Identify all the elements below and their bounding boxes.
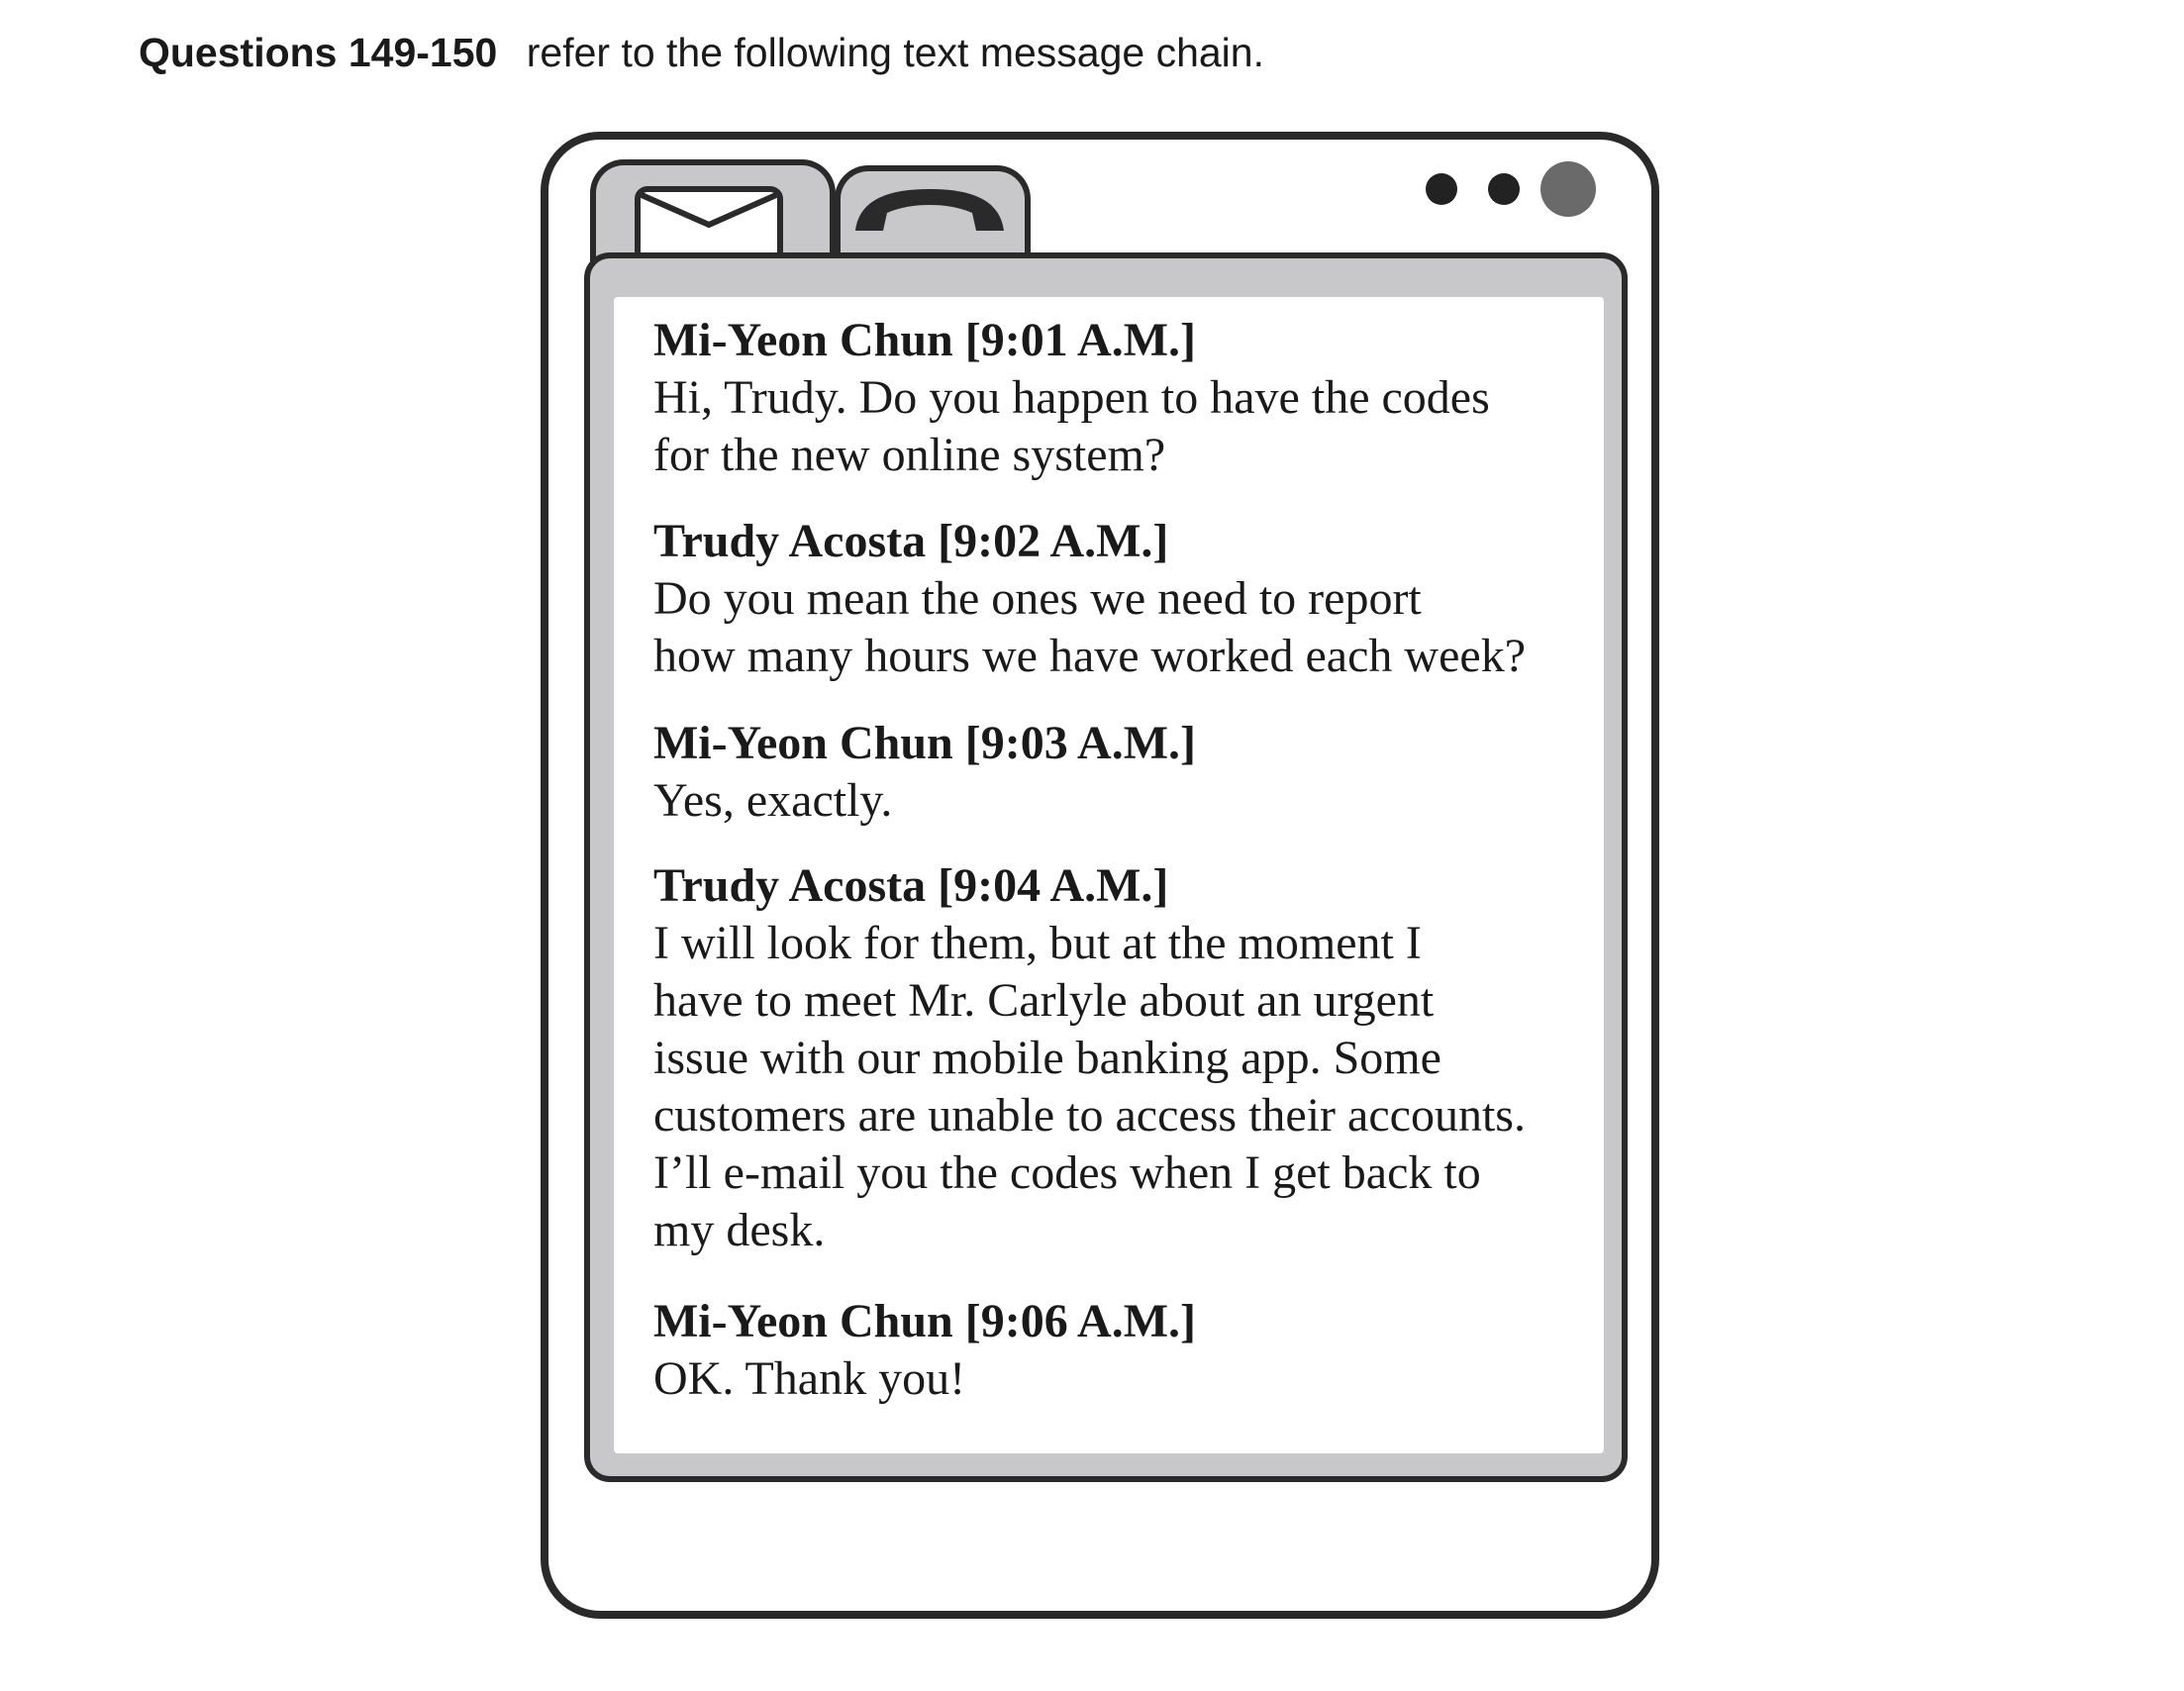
message-item — [653, 513, 1604, 685]
status-dot-icon — [1426, 173, 1457, 205]
message-text: Do you mean the ones we need to report how many hours we have worked each week? — [653, 572, 1526, 682]
status-dot-icon — [1488, 173, 1520, 205]
message-header — [653, 857, 1604, 915]
sender-name: Trudy Acosta — [653, 515, 927, 567]
sender-name: Mi-Yeon Chun — [653, 1295, 953, 1347]
message-item — [653, 857, 1604, 1259]
message-item — [653, 1293, 1604, 1408]
message-text: I will look for them, but at the moment I have to meet Mr. Carlyle about an urgent issue with our mobile banking app. Some customers are unable to access their accounts. I’ll e-mail you the codes when I get back to my desk. — [653, 917, 1526, 1256]
message-header — [653, 312, 1604, 369]
message-item — [653, 715, 1604, 830]
camera-dot-icon — [1540, 161, 1596, 217]
sender-name: Mi-Yeon Chun — [653, 314, 953, 366]
message-text: Hi, Trudy. Do you happen to have the codes for the new online system? — [653, 371, 1490, 481]
message-time: [9:02 A.M.] — [938, 515, 1169, 567]
message-time: [9:01 A.M.] — [964, 314, 1196, 366]
message-text: Yes, exactly. — [653, 774, 893, 827]
message-text: OK. Thank you! — [653, 1352, 966, 1405]
message-header — [653, 513, 1604, 570]
message-time: [9:03 A.M.] — [964, 717, 1196, 769]
message-item — [653, 312, 1604, 484]
message-header — [653, 1293, 1604, 1350]
question-number: Questions 149-150 — [139, 30, 498, 75]
sender-name: Trudy Acosta — [653, 859, 927, 912]
phone-handset-icon — [849, 183, 1010, 239]
question-header — [139, 30, 1264, 76]
message-time: [9:04 A.M.] — [938, 859, 1169, 912]
sender-name: Mi-Yeon Chun — [653, 717, 953, 769]
message-time: [9:06 A.M.] — [964, 1295, 1196, 1347]
question-instruction: refer to the following text message chain. — [526, 30, 1264, 75]
message-header — [653, 715, 1604, 772]
